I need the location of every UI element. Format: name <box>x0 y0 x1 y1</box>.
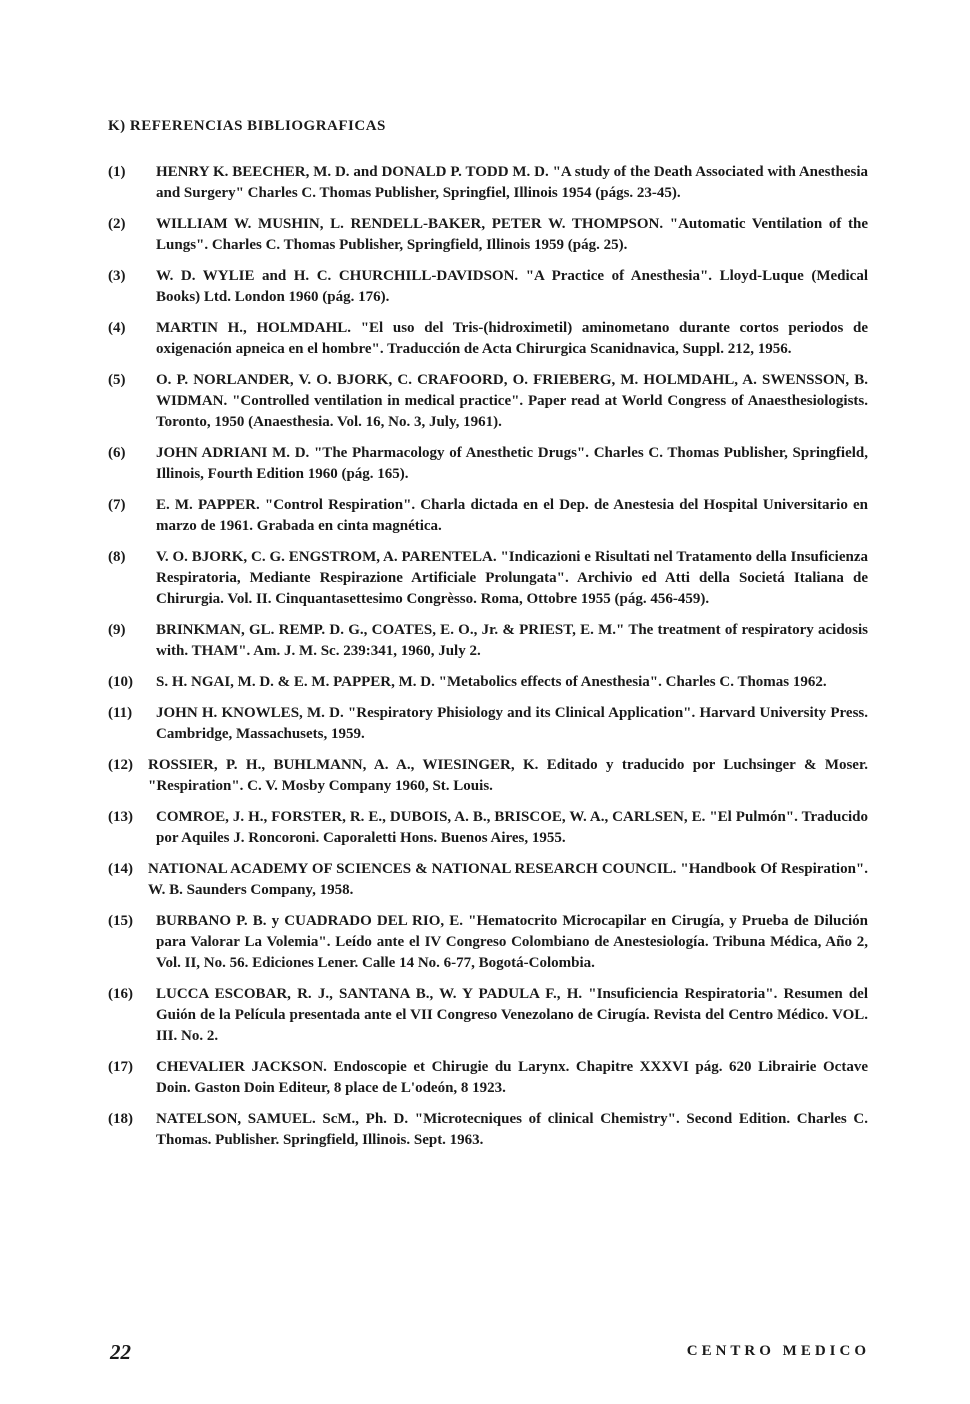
reference-item <box>108 911 868 974</box>
reference-item <box>108 318 868 360</box>
reference-number: (3) <box>108 268 126 284</box>
page-number: 22 <box>110 1340 131 1364</box>
reference-text: WILLIAM W. MUSHIN, L. RENDELL-BAKER, PETER W. THOMPSON. "Automatic Ventilation of the Lungs". Charles C. Thomas Publisher, Springfield, Illinois 1959 (pág. 25). <box>156 216 868 253</box>
reference-item <box>108 1057 868 1099</box>
section-heading: K) REFERENCIAS BIBLIOGRAFICAS <box>108 118 386 134</box>
reference-number: (2) <box>108 216 126 232</box>
reference-number: (8) <box>108 549 126 565</box>
reference-text: COMROE, J. H., FORSTER, R. E., DUBOIS, A. B., BRISCOE, W. A., CARLSEN, E. "El Pulmón". Traducido por Aquiles J. Roncoroni. Caporaletti Hons. Buenos Aires, 1955. <box>156 809 868 846</box>
reference-text: CHEVALIER JACKSON. Endoscopie et Chirugie du Larynx. Chapitre XXXVI pág. 620 Librairie Octave Doin. Gaston Doin Editeur, 8 place de L'odeón, 8 1923. <box>156 1059 868 1096</box>
reference-text: LUCCA ESCOBAR, R. J., SANTANA B., W. Y PADULA F., H. "Insuficiencia Respiratoria". Resumen del Guión de la Película presentada ante el VII Congreso Venezolano de Cirugía. Revista del Centro Médico. VOL. III. No. 2. <box>156 986 868 1044</box>
reference-item <box>108 984 868 1047</box>
reference-item <box>108 495 868 537</box>
reference-text: O. P. NORLANDER, V. O. BJORK, C. CRAFOORD, O. FRIEBERG, M. HOLMDAHL, A. SWENSSON, B. WIDMAN. "Controlled ventilation in medical practice". Paper read at World Congress of Anaesthesiologists. Toronto, 1950 (Anaesthesia. Vol. 16, No. 3, July, 1961). <box>156 372 868 430</box>
reference-text: BURBANO P. B. y CUADRADO DEL RIO, E. "Hematocrito Microcapilar en Cirugía, y Prueba de Dilución para Valorar La Volemia". Leído ante el IV Congreso Colombiano de Anestesiología. Tribuna Médica, Año 2, Vol. II, No. 56. Ediciones Lener. Calle 14 No. 6-77, Bogotá-Colombia. <box>156 913 868 971</box>
reference-item <box>108 620 868 662</box>
reference-text: JOHN ADRIANI M. D. "The Pharmacology of Anesthetic Drugs". Charles C. Thomas Publisher, Springfield, Illinois, Fourth Edition 1960 (pág. 165). <box>156 445 868 482</box>
reference-text: JOHN H. KNOWLES, M. D. "Respiratory Phisiology and its Clinical Application". Harvard University Press. Cambridge, Massachusets, 1959. <box>156 705 868 742</box>
reference-item <box>108 162 868 204</box>
reference-number: (6) <box>108 445 126 461</box>
reference-text: V. O. BJORK, C. G. ENGSTROM, A. PARENTELA. "Indicazioni e Risultati nel Tratamento della Insuficienza Respiratoria, Mediante Respirazione Artificiale Prolungata". Archivio ed Atti della Societá Italiana de Chirurgia. Vol. II. Cinquantasettesimo Congrèsso. Roma, Ottobre 1955 (pág. 456-459). <box>156 549 868 607</box>
reference-item <box>108 266 868 308</box>
reference-text: NATIONAL ACADEMY OF SCIENCES & NATIONAL RESEARCH COUNCIL. "Handbook Of Respiration". W. B. Saunders Company, 1958. <box>148 861 868 898</box>
reference-text: ROSSIER, P. H., BUHLMANN, A. A., WIESINGER, K. Editado y traducido por Luchsinger & Moser. "Respiration". C. V. Mosby Company 1960, St. Louis. <box>148 757 868 794</box>
reference-text: S. H. NGAI, M. D. & E. M. PAPPER, M. D. "Metabolics effects of Anesthesia". Charles C. Thomas 1962. <box>156 674 827 690</box>
reference-item <box>108 443 868 485</box>
reference-item <box>108 1109 868 1151</box>
reference-item <box>108 370 868 433</box>
reference-text: HENRY K. BEECHER, M. D. and DONALD P. TODD M. D. "A study of the Death Associated with Anesthesia and Surgery" Charles C. Thomas Publisher, Springfiel, Illinois 1954 (págs. 23-45). <box>156 164 868 201</box>
reference-text: W. D. WYLIE and H. C. CHURCHILL-DAVIDSON. "A Practice of Anesthesia". Lloyd-Luque (Medical Books) Ltd. London 1960 (pág. 176). <box>156 268 868 305</box>
reference-number: (14) <box>108 861 133 877</box>
reference-item <box>108 547 868 610</box>
reference-number: (5) <box>108 372 126 388</box>
reference-number: (16) <box>108 986 133 1002</box>
reference-item <box>108 807 868 849</box>
reference-list <box>108 162 868 1161</box>
reference-item <box>108 672 868 693</box>
reference-number: (18) <box>108 1111 133 1127</box>
reference-number: (1) <box>108 164 126 180</box>
reference-number: (11) <box>108 705 133 721</box>
reference-number: (17) <box>108 1059 133 1075</box>
reference-text: NATELSON, SAMUEL. ScM., Ph. D. "Microtecniques of clinical Chemistry". Second Edition. Charles C. Thomas. Publisher. Springfield, Illinois. Sept. 1963. <box>156 1111 868 1148</box>
reference-item <box>108 703 868 745</box>
journal-name: CENTRO MEDICO <box>686 1343 870 1359</box>
reference-number: (10) <box>108 674 133 690</box>
reference-number: (9) <box>108 622 126 638</box>
reference-number: (7) <box>108 497 126 513</box>
reference-item <box>108 214 868 256</box>
reference-item <box>108 859 868 901</box>
reference-text: BRINKMAN, GL. REMP. D. G., COATES, E. O., Jr. & PRIEST, E. M." The treatment of respiratory acidosis with. THAM". Am. J. M. Sc. 239:341, 1960, July 2. <box>156 622 868 659</box>
reference-text: MARTIN H., HOLMDAHL. "El uso del Tris-(hidroximetil) aminometano durante cortos periodos de oxigenación apneica en el hombre". Traducción de Acta Chirurgica Scanidnavica, Suppl. 212, 1956. <box>156 320 868 357</box>
reference-number: (15) <box>108 913 133 929</box>
reference-number: (13) <box>108 809 133 825</box>
reference-number: (4) <box>108 320 126 336</box>
reference-item <box>108 755 868 797</box>
reference-text: E. M. PAPPER. "Control Respiration". Charla dictada en el Dep. de Anestesia del Hospital Universitario en marzo de 1961. Grabada en cinta magnética. <box>156 497 868 534</box>
reference-number: (12) <box>108 757 133 773</box>
